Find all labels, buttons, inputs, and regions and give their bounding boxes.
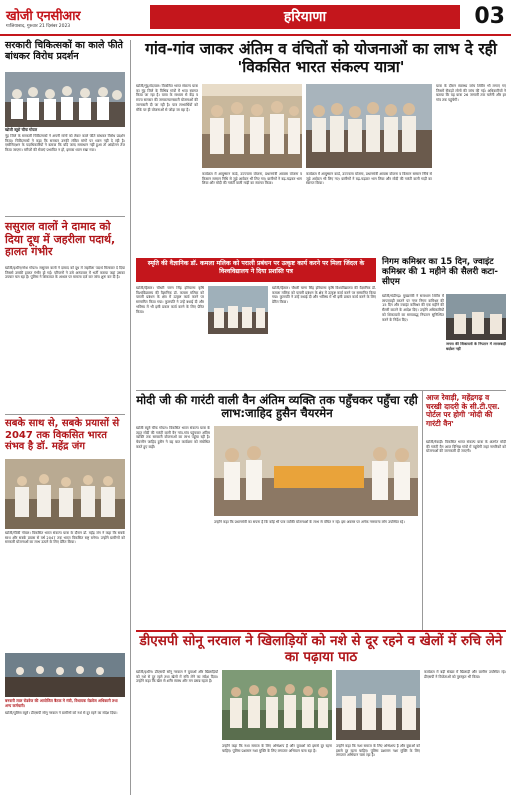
- divider: [136, 390, 506, 391]
- left-bottom-body2: खोजी/पुलिस ब्यूरो। डीएसपी सोनू नरवाल ने ग्रामीणों को नशे से दूर रहने का संदेश दिया।: [5, 711, 118, 715]
- modi-headline: मोदी जी की गारंटी वाली वैन अंतिम व्यक्ति तक पहुँचकर पहुँचा रही लाभ:जाहिद हुसैन चैयरमेन: [136, 393, 418, 421]
- gaurantee-van-headline: आज रेवाड़ी, महेंद्रगढ़ व चरखी दादरी के सी.टी.एस. पोर्टल पर होगी 'मोदी की गारंटी वैन': [426, 393, 500, 428]
- brand-logo: खोजी एनसीआर: [6, 9, 81, 24]
- gaurantee-van-body: खोजी/रेवाड़ी। विकसित भारत संकल्प यात्रा के अंतर्गत मोदी की गारंटी वैन आज विभिन्न गांवों में पहुंचेगी जहां नागरिकों को योजनाओं की जानकारी दी जाएगी।: [426, 440, 506, 454]
- lead-body-col1: खोजी/नूंह/वेदपाल। विकसित भारत संकल्प यात्रा का नूंह जिले के विभिन्न गांवों में भव्य स्वागत किया जा रहा है। यात्रा के माध्यम से केंद्र व राज्य सरकार की जनकल्याणकारी योजनाओं की जानकारी दी जा रही है। पात्र लाभार्थियों को मौके पर ही योजनाओं से जोड़ा जा रहा है।: [136, 84, 198, 112]
- divider: [136, 630, 506, 632]
- dsp-body-1: खोजी/हथीन। डीएसपी सोनू नरवाल ने युवाओं और खिलाड़ियों को नशे से दूर रहने तथा खेलों में रुचि लेने का संदेश दिया। उन्होंने कहा कि खेल से शरीर स्वस्थ और मन प्रसन्न रहता है।: [136, 670, 218, 684]
- modi-body-1: खोजी ब्यूरो चीफ गोयल। विकसित भारत संकल्प यात्रा के तहत मोदी की गारंटी वाली वैन गांव-गांव पहुंचकर अंतिम व्यक्ति तक सरकारी योजनाओं का लाभ पहुंचा रही है। चेयरमैन जाहिद हुसैन ने यह बात कार्यक्रम को संबोधित करते हुए कही।: [136, 426, 210, 449]
- scientist-body: खोजी/हिसार। चौधरी चरण सिंह हरियाणा कृषि विश्वविद्यालय की वैज्ञानिक डॉ. कमला मलिक को पराली प्रबंधन के क्षेत्र में उत्कृष्ट कार्य करने पर सम्मानित किया गया। कुलपति ने उन्हें बधाई दी और भविष्य में भी इसी प्रकार कार्य करने के लिए प्रेरित किया।: [136, 286, 204, 314]
- left-mid-body: खोजी/हथीन/नरेश गोयल। ससुराल वालों ने दामाद को दूध में जहरीला पदार्थ मिलाकर दे दिया जिससे उसकी हालत गंभीर हो गई। परिजनों ने उसे अस्पताल में भर्ती कराया जहां उसका उपचार चल रहा है। पुलिस ने शिकायत के आधार पर मामला दर्ज कर जांच शुरू कर दी है।: [5, 266, 125, 280]
- scientist-award-photo: [208, 286, 268, 334]
- left-bottom-body: खोजी/पिंकी गोयल। विकसित भारत संकल्प यात्रा के दौरान डॉ. महेंद्र जंग ने कहा कि सबके साथ और सबके प्रयास से वर्ष 2047 तक भारत विकसित राष्ट्र बनेगा। उन्होंने ग्रामीणों को सरकारी योजनाओं का लाभ उठाने के लिए प्रेरित किया।: [5, 531, 125, 545]
- roadways-meeting-photo: [5, 653, 125, 697]
- lead-body-col2b: कार्यक्रम में आयुष्मान कार्ड, उज्ज्वला योजना, प्रधानमंत्री आवास योजना व किसान सम्मान निधि से जुड़े आवेदन भी लिए गए। ग्रामीणों ने बढ़-चढ़कर भाग लिया और मोदी की गारंटी वाली गाड़ी का स्वागत किया।: [306, 172, 432, 186]
- lead-headline: गांव-गांव जाकर अंतिम व वंचितों को योजनाओं का लाभ दे रही 'विकसित भारत संकल्प यात्रा': [145, 40, 497, 76]
- dsp-body-2: उन्होंने कहा कि नशा समाज के लिए अभिशाप है और युवाओं को इससे दूर रहना चाहिए। पुलिस प्रशासन नशा मुक्ति के लिए लगातार अभियान चला रहा है।: [222, 744, 332, 753]
- dsp-body-3: कार्यक्रम में बड़ी संख्या में खिलाड़ी और ग्रामीण उपस्थित रहे। डीएसपी ने विजेताओं को पुरस्कृत भी किया।: [424, 670, 506, 679]
- left-top-body: नूंह जिले के सरकारी चिकित्सकों ने अपनी मांगों को लेकर काले फीते बांधकर विरोध प्रदर्शन किया। चिकित्सकों ने कहा कि सरकार उनकी लंबित मांगों पर ध्यान नहीं दे रही है। एसोसिएशन के पदाधिकारियों ने बताया कि यदि जल्द समाधान नहीं हुआ तो आंदोलन तेज किया जाएगा। मरीजों की सेवाएं प्रभावित न हों, इसका ध्यान रखा गया।: [5, 134, 125, 153]
- modi-event-photo: [214, 426, 418, 516]
- dsp-group-photo: [336, 670, 420, 740]
- cm-photo: [446, 294, 506, 340]
- lead-body-col3: यात्रा के दौरान स्वास्थ्य जांच शिविर भी लगाए गए जिसमें सैकड़ों लोगों की जांच की गई। अधिकारियों ने बताया कि यह यात्रा 26 जनवरी तक चलेगी और हर गांव तक पहुंचेगी।: [436, 84, 506, 103]
- left-bottom-caption: बनवारी लाल रोडवेज की आयोजित बैठक मे मंत्री, विधायक रोडवेज अधिकारी तथा अन्य कर्मचारी।: [5, 698, 118, 708]
- left-bottom-headline: सबके साथ से, सबके प्रयासों से 2047 तक विकसित भारत संभव है डॉ. महेंद्र जंग: [5, 418, 120, 452]
- column-divider: [422, 390, 423, 630]
- corporation-subhead: जनता की शिकायतों के निपटान में लापरवाही बर्दाश्त नहीं: [446, 342, 506, 351]
- corporation-body: खोजी/चंडीगढ़। मुख्यमंत्री ने समाधान शिविर में लापरवाही बरतने पर नगर निगम कमिश्नर की 15 दिन और ज्वाइंट कमिश्नर की एक महीने की सैलरी काटने के आदेश दिए। उन्होंने अधिकारियों को शिकायतों का समयबद्ध निपटान सुनिश्चित करने के निर्देश दिए।: [382, 294, 444, 322]
- scientist-body-2: खोजी/हिसार। चौधरी चरण सिंह हरियाणा कृषि विश्वविद्यालय की वैज्ञानिक डॉ. कमला मलिक को पराली प्रबंधन के क्षेत्र में उत्कृष्ट कार्य करने पर सम्मानित किया गया। कुलपति ने उन्हें बधाई दी और भविष्य में भी इसी प्रकार कार्य करने के लिए प्रेरित किया।: [272, 286, 376, 305]
- lead-event-photo: [202, 84, 302, 168]
- lead-crowd-photo: [306, 84, 432, 168]
- column-divider: [130, 40, 131, 795]
- dsp-players-photo: [222, 670, 332, 740]
- left-mid-headline: ससुराल वालों ने दामाद को दिया दूध में जहरीला पदार्थ, हालत गंभीर: [5, 220, 116, 259]
- section-title: हरियाणा: [150, 5, 460, 29]
- left-top-headline: सरकारी चिकित्सकों का काले फीते बांधकर विरोध प्रदर्शन: [5, 40, 123, 62]
- left-top-caption: खोजी ब्यूरो चीफ गोयल: [5, 127, 38, 132]
- modi-body-2: उन्होंने कहा कि प्रधानमंत्री का सपना है कि कोई भी पात्र व्यक्ति योजनाओं के लाभ से वंचित न रहे। इस अवसर पर अनेक गणमान्य लोग उपस्थित रहे।: [214, 520, 405, 524]
- scientist-banner-headline: स्मृति की वैज्ञानिक डॉ. कमला मलिक को पराली प्रबंधन पर उत्कृष्ट कार्य करने पर मिला जिंदल के विश्वविद्यालय ने दिया प्रशस्ति पत्र: [136, 258, 376, 282]
- vikas-event-photo: [5, 459, 125, 529]
- dsp-body-2b: उन्होंने कहा कि नशा समाज के लिए अभिशाप है और युवाओं को इससे दूर रहना चाहिए। पुलिस प्रशासन नशा मुक्ति के लिए लगातार अभियान चला रहा है।: [336, 744, 420, 758]
- dsp-headline: डीएसपी सोनू नरवाल ने खिलाड़ियों को नशे से दूर रहने व खेलों में रुचि लेने का पढ़ाया पाठ: [139, 633, 503, 665]
- dateline: गाजियाबाद, गुरुवार 21 दिसंबर 2023: [6, 24, 71, 29]
- lead-body-col2: कार्यक्रम में आयुष्मान कार्ड, उज्ज्वला योजना, प्रधानमंत्री आवास योजना व किसान सम्मान निधि से जुड़े आवेदन भी लिए गए। ग्रामीणों ने बढ़-चढ़कर भाग लिया और मोदी की गारंटी वाली गाड़ी का स्वागत किया।: [202, 172, 302, 186]
- divider: [5, 216, 125, 217]
- doctors-protest-photo: [5, 72, 125, 127]
- corporation-headline: निगम कमिश्नर का 15 दिन, ज्वाइंट कमिश्नर की 1 महीने की सैलरी कटा-सीएम: [382, 257, 498, 287]
- masthead: [0, 0, 511, 36]
- divider: [5, 414, 125, 415]
- page-number: 03: [474, 4, 505, 29]
